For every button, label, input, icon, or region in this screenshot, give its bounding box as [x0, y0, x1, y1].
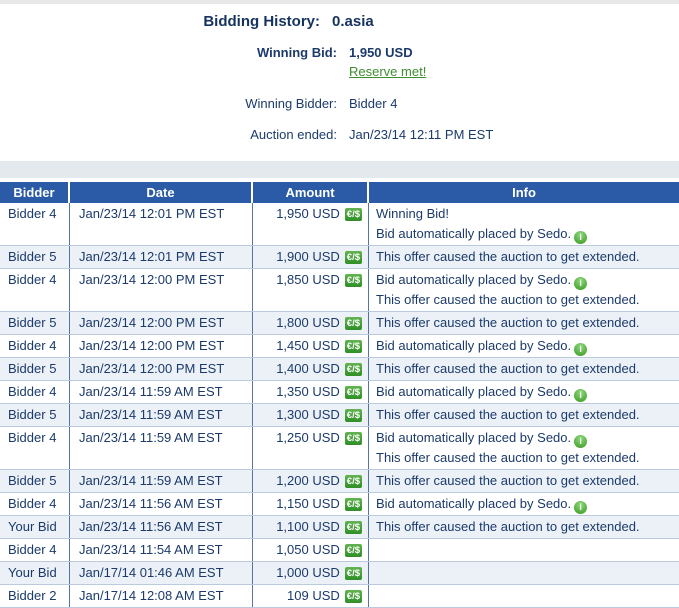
- amount-value: 1,850 USD: [276, 272, 340, 287]
- amount-cell: [253, 358, 369, 380]
- date-cell: Jan/23/14 12:01 PM EST: [70, 203, 253, 245]
- table-row: [0, 269, 679, 312]
- date-cell: Jan/23/14 12:00 PM EST: [70, 358, 253, 380]
- bidder-cell: Bidder 4: [0, 269, 70, 311]
- table-row: [0, 427, 679, 470]
- info-icon[interactable]: i: [574, 343, 587, 356]
- currency-badge-icon[interactable]: €/$: [346, 252, 360, 263]
- table-row: [0, 335, 679, 358]
- reserve-met-row: [0, 64, 679, 79]
- date-cell: Jan/23/14 11:59 AM EST: [70, 381, 253, 403]
- info-line: [376, 224, 679, 244]
- page-title: Bidding History:: [203, 13, 320, 30]
- currency-badge-icon[interactable]: €/$: [346, 433, 360, 444]
- info-cell: [369, 427, 679, 469]
- info-text: Bid automatically placed by Sedo.: [376, 496, 572, 511]
- bidder-cell: Bidder 4: [0, 427, 70, 469]
- table-row: [0, 470, 679, 493]
- table-row: [0, 404, 679, 427]
- info-line: [376, 290, 679, 310]
- info-cell: [369, 269, 679, 311]
- currency-badge-icon[interactable]: €/$: [346, 568, 360, 579]
- auction-ended-label: Auction ended:: [250, 127, 337, 142]
- table-row: [0, 203, 679, 246]
- amount-cell: [253, 246, 369, 268]
- info-cell: [369, 381, 679, 403]
- amount-cell: [253, 404, 369, 426]
- amount-value: 1,800 USD: [276, 315, 340, 330]
- domain-name: 0.asia: [332, 13, 374, 30]
- winning-bid-value: 1,950 USD: [349, 45, 413, 60]
- date-cell: Jan/23/14 12:00 PM EST: [70, 269, 253, 311]
- date-cell: Jan/23/14 11:59 AM EST: [70, 427, 253, 469]
- date-cell: Jan/23/14 11:54 AM EST: [70, 539, 253, 561]
- amount-value: 1,100 USD: [276, 519, 340, 534]
- table-row: [0, 539, 679, 562]
- info-line: [376, 428, 679, 448]
- info-icon[interactable]: i: [574, 501, 587, 514]
- info-text: Bid automatically placed by Sedo.: [376, 430, 572, 445]
- bid-table-body: [0, 203, 679, 608]
- amount-value: 1,450 USD: [276, 338, 340, 353]
- bidder-cell: Bidder 4: [0, 335, 70, 357]
- info-text: Bid automatically placed by Sedo.: [376, 384, 572, 399]
- currency-badge-icon[interactable]: €/$: [346, 387, 360, 398]
- bidder-cell: Your Bid: [0, 516, 70, 538]
- auction-ended-row: [0, 127, 679, 142]
- currency-badge-icon[interactable]: €/$: [346, 499, 360, 510]
- date-cell: Jan/23/14 12:01 PM EST: [70, 246, 253, 268]
- winning-bidder-row: [0, 96, 679, 111]
- info-text: This offer caused the auction to get extended.: [376, 407, 640, 422]
- table-row: [0, 312, 679, 335]
- amount-value: 109 USD: [287, 588, 340, 603]
- currency-badge-icon[interactable]: €/$: [346, 545, 360, 556]
- date-cell: Jan/23/14 11:56 AM EST: [70, 516, 253, 538]
- amount-cell: [253, 312, 369, 334]
- amount-value: 1,150 USD: [276, 496, 340, 511]
- amount-cell: [253, 516, 369, 538]
- auction-ended-value: Jan/23/14 12:11 PM EST: [349, 127, 494, 142]
- table-row: [0, 358, 679, 381]
- amount-cell: [253, 562, 369, 584]
- info-line: [376, 247, 679, 267]
- currency-badge-icon[interactable]: €/$: [346, 275, 360, 286]
- amount-value: 1,200 USD: [276, 473, 340, 488]
- info-cell: [369, 516, 679, 538]
- currency-badge-icon[interactable]: €/$: [346, 591, 360, 602]
- info-icon[interactable]: i: [574, 231, 587, 244]
- bidder-cell: Bidder 2: [0, 585, 70, 607]
- info-icon[interactable]: i: [574, 277, 587, 290]
- info-cell: [369, 585, 679, 607]
- amount-value: 1,050 USD: [276, 542, 340, 557]
- bidder-cell: Bidder 4: [0, 493, 70, 515]
- info-cell: [369, 404, 679, 426]
- info-line: [376, 313, 679, 333]
- info-cell: [369, 203, 679, 245]
- bidder-cell: Bidder 5: [0, 246, 70, 268]
- info-line: [376, 382, 679, 402]
- header-amount: Amount: [253, 182, 369, 203]
- info-text: This offer caused the auction to get extended.: [376, 315, 640, 330]
- info-line: [376, 471, 679, 491]
- info-icon[interactable]: i: [574, 389, 587, 402]
- header-date: Date: [70, 182, 253, 203]
- bidder-cell: Bidder 4: [0, 381, 70, 403]
- auction-summary: [0, 4, 679, 161]
- table-row: [0, 562, 679, 585]
- amount-cell: [253, 203, 369, 245]
- winning-bid-label: Winning Bid:: [256, 45, 337, 60]
- table-row: [0, 585, 679, 608]
- info-line: [376, 336, 679, 356]
- bidder-cell: Your Bid: [0, 562, 70, 584]
- info-cell: [369, 246, 679, 268]
- section-divider-band: [0, 161, 679, 178]
- date-cell: Jan/23/14 12:00 PM EST: [70, 312, 253, 334]
- info-line: [376, 494, 679, 514]
- bidder-cell: Bidder 5: [0, 404, 70, 426]
- info-cell: [369, 335, 679, 357]
- info-text: This offer caused the auction to get extended.: [376, 473, 640, 488]
- currency-badge-icon[interactable]: €/$: [346, 522, 360, 533]
- amount-cell: [253, 539, 369, 561]
- bid-history-table: [0, 182, 679, 608]
- amount-cell: [253, 585, 369, 607]
- header-bidder: Bidder: [0, 182, 70, 203]
- info-line: [376, 517, 679, 537]
- bidder-cell: Bidder 4: [0, 539, 70, 561]
- amount-value: 1,300 USD: [276, 407, 340, 422]
- winning-bidder-label: Winning Bidder:: [245, 96, 337, 111]
- bidder-cell: Bidder 5: [0, 470, 70, 492]
- amount-value: 1,000 USD: [276, 565, 340, 580]
- currency-badge-icon[interactable]: €/$: [346, 476, 360, 487]
- info-cell: [369, 358, 679, 380]
- info-text: This offer caused the auction to get extended.: [376, 292, 640, 307]
- amount-value: 1,950 USD: [276, 206, 340, 221]
- reserve-met-link[interactable]: Reserve met!: [349, 64, 427, 79]
- table-row: [0, 246, 679, 269]
- date-cell: Jan/23/14 11:59 AM EST: [70, 404, 253, 426]
- bidder-cell: Bidder 5: [0, 358, 70, 380]
- bidder-cell: Bidder 5: [0, 312, 70, 334]
- table-header-row: [0, 182, 679, 203]
- info-line: [376, 405, 679, 425]
- currency-badge-icon[interactable]: €/$: [346, 209, 360, 220]
- amount-cell: [253, 493, 369, 515]
- header-info: Info: [369, 182, 679, 203]
- currency-badge-icon[interactable]: €/$: [346, 318, 360, 329]
- info-line: [376, 270, 679, 290]
- info-cell: [369, 312, 679, 334]
- info-line: [376, 204, 679, 224]
- date-cell: Jan/17/14 12:08 AM EST: [70, 585, 253, 607]
- table-row: [0, 516, 679, 539]
- amount-value: 1,250 USD: [276, 430, 340, 445]
- info-cell: [369, 562, 679, 584]
- currency-badge-icon[interactable]: €/$: [346, 410, 360, 421]
- table-row: [0, 381, 679, 404]
- date-cell: Jan/23/14 11:56 AM EST: [70, 493, 253, 515]
- date-cell: Jan/23/14 11:59 AM EST: [70, 470, 253, 492]
- amount-cell: [253, 269, 369, 311]
- info-line: [376, 359, 679, 379]
- info-text: Bid automatically placed by Sedo.: [376, 338, 572, 353]
- amount-cell: [253, 427, 369, 469]
- date-cell: Jan/17/14 01:46 AM EST: [70, 562, 253, 584]
- amount-value: 1,900 USD: [276, 249, 340, 264]
- info-line: [376, 448, 679, 468]
- currency-badge-icon[interactable]: €/$: [346, 341, 360, 352]
- amount-cell: [253, 470, 369, 492]
- amount-cell: [253, 381, 369, 403]
- info-cell: [369, 470, 679, 492]
- info-text: This offer caused the auction to get extended.: [376, 450, 640, 465]
- winning-bid-row: [0, 45, 679, 60]
- info-text: This offer caused the auction to get extended.: [376, 361, 640, 376]
- info-text: This offer caused the auction to get extended.: [376, 519, 640, 534]
- info-cell: [369, 493, 679, 515]
- table-row: [0, 493, 679, 516]
- info-text: This offer caused the auction to get extended.: [376, 249, 640, 264]
- info-text: Winning Bid!: [376, 206, 449, 221]
- amount-cell: [253, 335, 369, 357]
- currency-badge-icon[interactable]: €/$: [346, 364, 360, 375]
- date-cell: Jan/23/14 12:00 PM EST: [70, 335, 253, 357]
- winning-bidder-value: Bidder 4: [349, 96, 398, 111]
- amount-value: 1,350 USD: [276, 384, 340, 399]
- bidding-history-row: [0, 13, 679, 30]
- info-text: Bid automatically placed by Sedo.: [376, 272, 572, 287]
- info-cell: [369, 539, 679, 561]
- bidder-cell: Bidder 4: [0, 203, 70, 245]
- info-text: Bid automatically placed by Sedo.: [376, 226, 572, 241]
- amount-value: 1,400 USD: [276, 361, 340, 376]
- info-icon[interactable]: i: [574, 435, 587, 448]
